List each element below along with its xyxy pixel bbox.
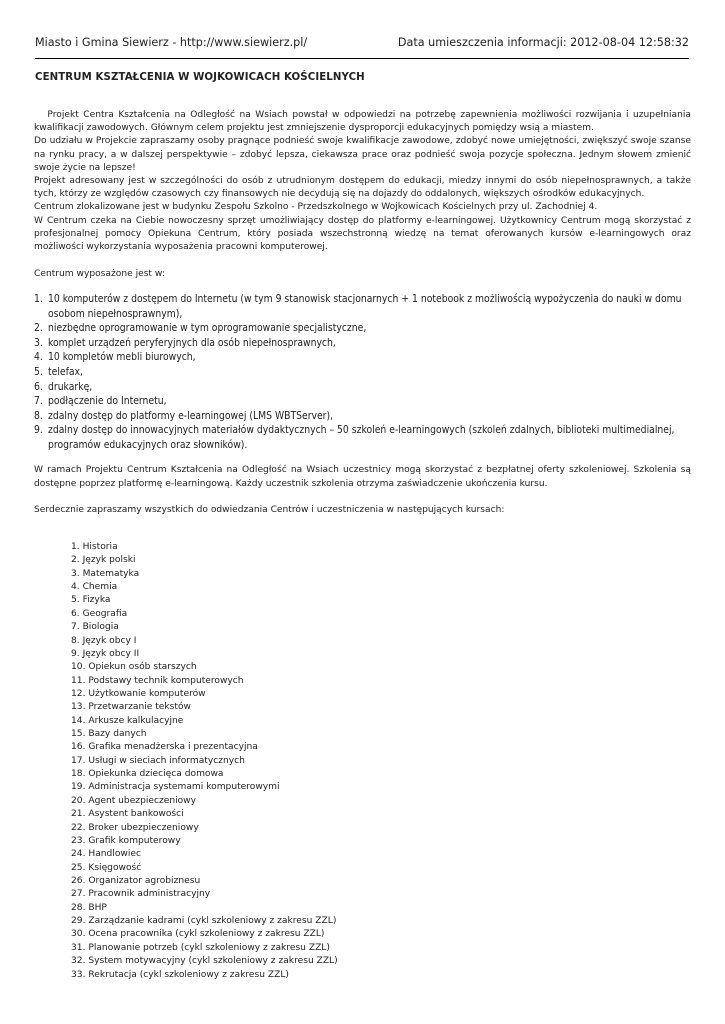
course-item: 4. Chemia	[71, 582, 118, 593]
intro-paragraph: Projekt adresowany jest w szczególności do osób z utrudnionym dostępem do edukacji, miedzy innymi do osób niepełnosprawnych, a także tych, którzy ze względów czasowych czy finansowych nie decydują się na dojazdy do oddalonych, większych ośrodków edukacyjnych.	[34, 176, 691, 200]
course-item: 13. Przetwarzanie tekstów	[71, 702, 191, 713]
course-item: 8. Język obcy I	[71, 635, 137, 646]
course-item: 10. Opiekun osób starszych	[71, 662, 197, 673]
equipment-text: niezbędne oprogramowanie w tym oprogramowanie specjalistyczne,	[48, 322, 367, 335]
course-item: 11. Podstawy technik komputerowych	[71, 675, 244, 686]
course-item: 1. Historia	[71, 542, 118, 552]
course-item: 24. Handlowiec	[71, 849, 141, 860]
equipment-number: 1.	[34, 293, 43, 305]
course-item: 19. Administracja systemami komputerowymi	[71, 782, 280, 793]
equipment-text: podłączenie do Internetu,	[48, 395, 167, 408]
course-item: 7. Biologia	[71, 622, 119, 633]
equipment-text: zdalny dostęp do platformy e-learningowej (LMS WBTServer),	[48, 409, 334, 422]
page-header	[35, 36, 689, 59]
course-item: 29. Zarządzanie kadrami (cykl szkoleniowy z zakresu ZZL)	[71, 916, 337, 927]
course-item: 28. BHP	[71, 902, 107, 913]
equipment-text: komplet urządzeń peryferyjnych dla osób niepełnosprawnych,	[48, 336, 336, 349]
equipment-item	[34, 292, 691, 321]
course-item: 2. Język polski	[71, 555, 136, 566]
course-item: 31. Planowanie potrzeb (cykl szkoleniowy z zakresu ZZL)	[71, 942, 330, 953]
intro-paragraph: Centrum zlokalizowane jest w budynku Zespołu Szkolno - Przedszkolnego w Wojkowicach Kościelnych przy ul. Zachodniej 4.	[34, 202, 598, 213]
intro-paragraph: Projekt Centra Kształcenia na Odległość na Wsiach powstał w odpowiedzi na potrzebę zapewnienia możliwości rozwijania i uzupełniania kwalifikacji zawodowych. Głównym celem projektu jest zmniejszenie dysproporcji edukacyjnych pomiędzy wsią a miastem.	[34, 110, 694, 134]
header-date: Data umieszczenia informacji: 2012-08-04 12:58:32	[397, 36, 689, 49]
course-item: 20. Agent ubezpieczeniowy	[71, 795, 196, 806]
course-item: 12. Użytkowanie komputerów	[71, 688, 206, 699]
course-item: 3. Matematyka	[71, 568, 140, 579]
course-item: 16. Grafika menadżerska i prezentacyjna	[71, 742, 258, 753]
training-paragraph: W ramach Projektu Centrum Kształcenia na Odległość na Wsiach uczestnicy mogą skorzystać z bezpłatnej oferty szkoleniowej. Szkolenia są dostępne poprzez platformę e-learningową. Każdy uczestnik szkolenia otrzyma zaświadczenie ukończenia kursu.	[34, 465, 691, 489]
equipment-item	[34, 409, 691, 424]
course-item: 21. Asystent bankowości	[71, 809, 184, 820]
course-list	[71, 541, 338, 982]
equipment-number: 6.	[34, 380, 43, 393]
equipment-list	[34, 292, 691, 453]
equipment-item	[34, 336, 691, 351]
intro-paragraph: W Centrum czeka na Ciebie nowoczesny sprzęt umożliwiający dostęp do platformy e-learningowej. Użytkownicy Centrum mogą skorzystać z profesjonalnej pomocy Opiekuna Centrum, który posiada wszechstronną wiedzę na temat oferowanych kursów e-learningowych oraz możliwości wykorzystania wyposażenia pracowni komputerowej.	[34, 215, 691, 253]
equipment-number: 2.	[34, 322, 43, 335]
course-item: 27. Pracownik administracyjny	[71, 889, 211, 900]
intro-paragraph: Do udziału w Projekcie zapraszamy osoby pragnące podnieść swoje kwalifikacje zawodowe, zdobyć nowe umiejętności, zwiększyć swoje szanse na rynku pracy, a w dalszej perspektywie – zdobyć lepsza, ciekawsza prace oraz podnieść swoja pozycje społeczna. Jednym słowem zmienić swoje życie na lepsze!	[34, 136, 691, 173]
course-item: 23. Grafik komputerowy	[71, 835, 181, 846]
intro-section	[34, 109, 694, 254]
equipment-item	[34, 423, 691, 452]
course-item: 18. Opiekunka dziecięca domowa	[71, 769, 224, 780]
equipment-number: 7.	[34, 395, 43, 408]
equipment-text: 10 komputerów z dostępem do Internetu (w tym 9 stanowisk stacjonarnych + 1 notebook z możliwością wypożyczenia do nauki w domu osobom niepełnosprawnym),	[48, 293, 682, 320]
course-item: 9. Język obcy II	[71, 648, 140, 659]
course-item: 33. Rekrutacja (cykl szkoleniowy z zakresu ZZL)	[71, 969, 289, 980]
course-item: 32. System motywacyjny (cykl szkoleniowy z zakresu ZZL)	[71, 956, 338, 967]
course-item: 25. Księgowość	[71, 862, 142, 873]
equipment-number: 3.	[34, 336, 43, 349]
equipment-text: 10 kompletów mebli biurowych,	[48, 351, 196, 364]
equipment-item	[34, 365, 691, 380]
equipment-item	[34, 321, 691, 336]
equipment-number: 9.	[34, 424, 43, 437]
invitation-text: Serdecznie zapraszamy wszystkich do odwiedzania Centrów i uczestniczenia w następujących kursach:	[34, 505, 505, 515]
equipment-text: zdalny dostęp do innowacyjnych materiałów dydaktycznych – 50 szkoleń e-learningowych (szkoleń zdalnych, biblioteki multimedialnej, programów edukacyjnych oraz słowników).	[48, 424, 675, 451]
equipment-label: Centrum wyposażone jest w:	[34, 269, 165, 279]
course-item: 17. Usługi w sieciach informatycznych	[71, 755, 245, 766]
course-item: 5. Fizyka	[71, 595, 111, 606]
equipment-item	[34, 380, 691, 395]
header-site: Miasto i Gmina Siewierz - http://www.siewierz.pl/	[35, 36, 308, 49]
equipment-number: 5.	[34, 365, 43, 378]
equipment-item	[34, 350, 691, 365]
equipment-text: drukarkę,	[48, 380, 93, 393]
page-title: CENTRUM KSZTAŁCENIA W WOJKOWICACH KOŚCIELNYCH	[35, 72, 365, 83]
course-item: 30. Ocena pracownika (cykl szkoleniowy z zakresu ZZL)	[71, 929, 325, 940]
equipment-number: 8.	[34, 409, 43, 422]
equipment-number: 4.	[34, 351, 43, 364]
equipment-text: telefax,	[48, 365, 83, 378]
equipment-item	[34, 394, 691, 409]
course-item: 14. Arkusze kalkulacyjne	[71, 715, 184, 726]
course-item: 6. Geografia	[71, 608, 128, 619]
course-item: 26. Organizator agrobiznesu	[71, 875, 201, 886]
course-item: 15. Bazy danych	[71, 729, 147, 740]
course-item: 22. Broker ubezpieczeniowy	[71, 822, 199, 833]
